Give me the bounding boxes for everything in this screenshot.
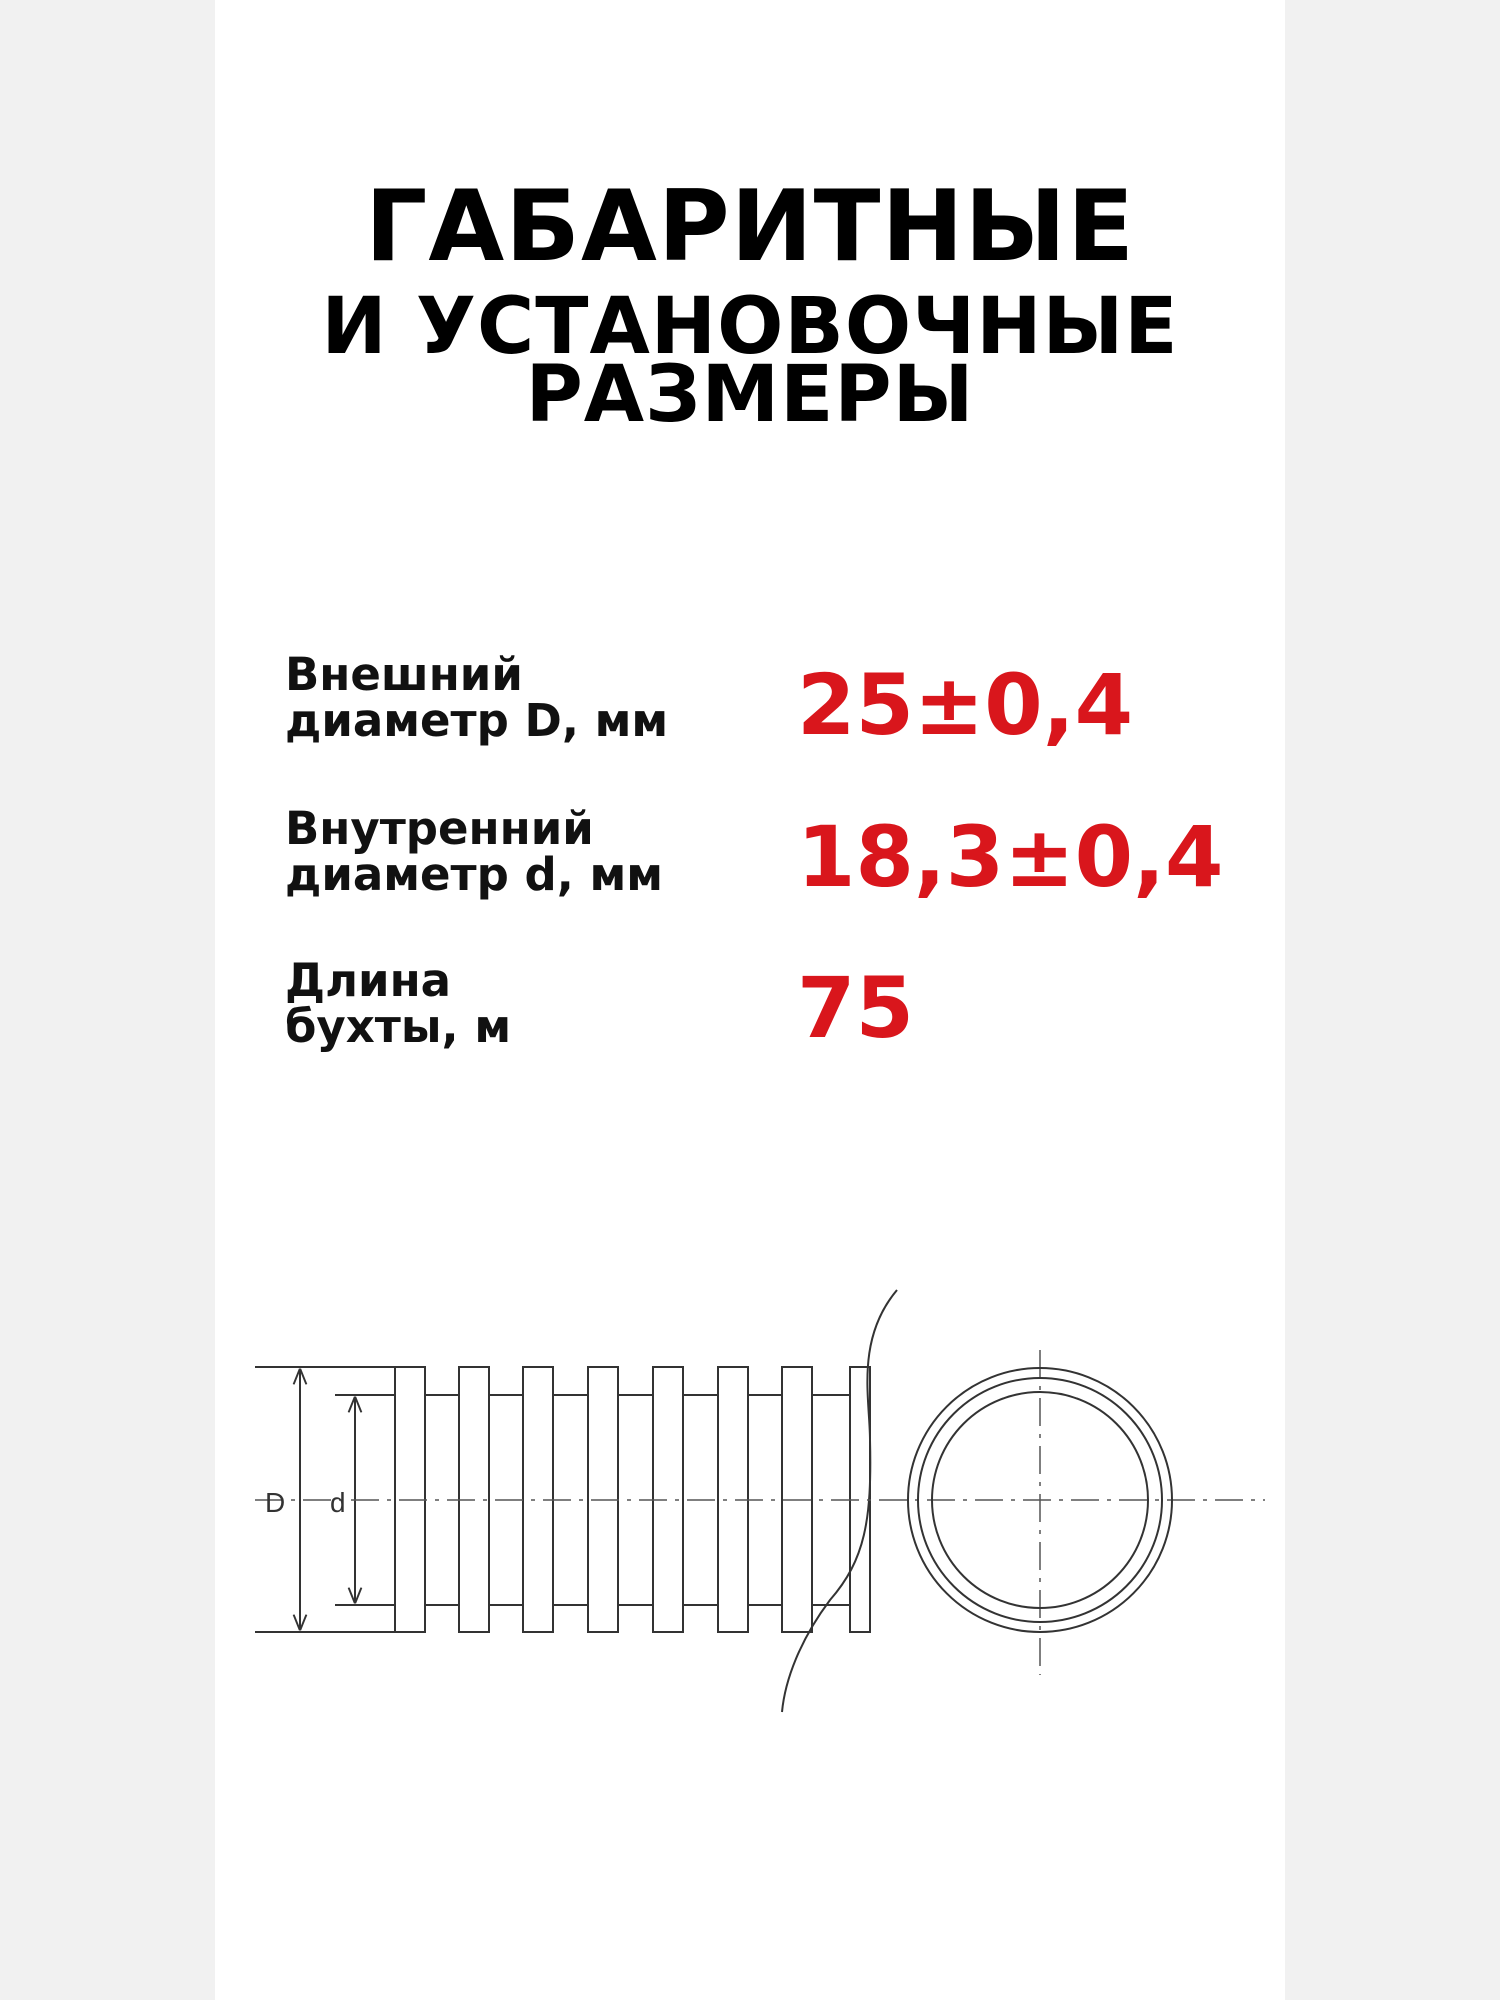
spec-label-line: Длина	[285, 954, 452, 1007]
corrugated-pipe-side-view	[255, 1290, 897, 1712]
spec-label-line: Внутренний	[285, 802, 594, 855]
spec-inner-diameter-value: 18,3±0,4	[797, 808, 1224, 906]
title-line-2: И УСТАНОВОЧНЫЕ	[321, 282, 1179, 372]
title-line-1: ГАБАРИТНЫЕ	[364, 170, 1136, 284]
title-line-3: РАЗМЕРЫ	[525, 350, 975, 440]
inner-diameter-symbol: d	[330, 1487, 346, 1518]
spec-outer-diameter-value: 25±0,4	[797, 656, 1134, 754]
spec-label-line: диаметр D, мм	[285, 694, 669, 747]
spec-label-line: диаметр d, мм	[285, 848, 664, 901]
spec-coil-length-value: 75	[797, 959, 914, 1057]
spec-label-line: бухты, м	[285, 1000, 512, 1053]
spec-label-line: Внешний	[285, 648, 523, 701]
outer-diameter-symbol: D	[265, 1487, 286, 1518]
